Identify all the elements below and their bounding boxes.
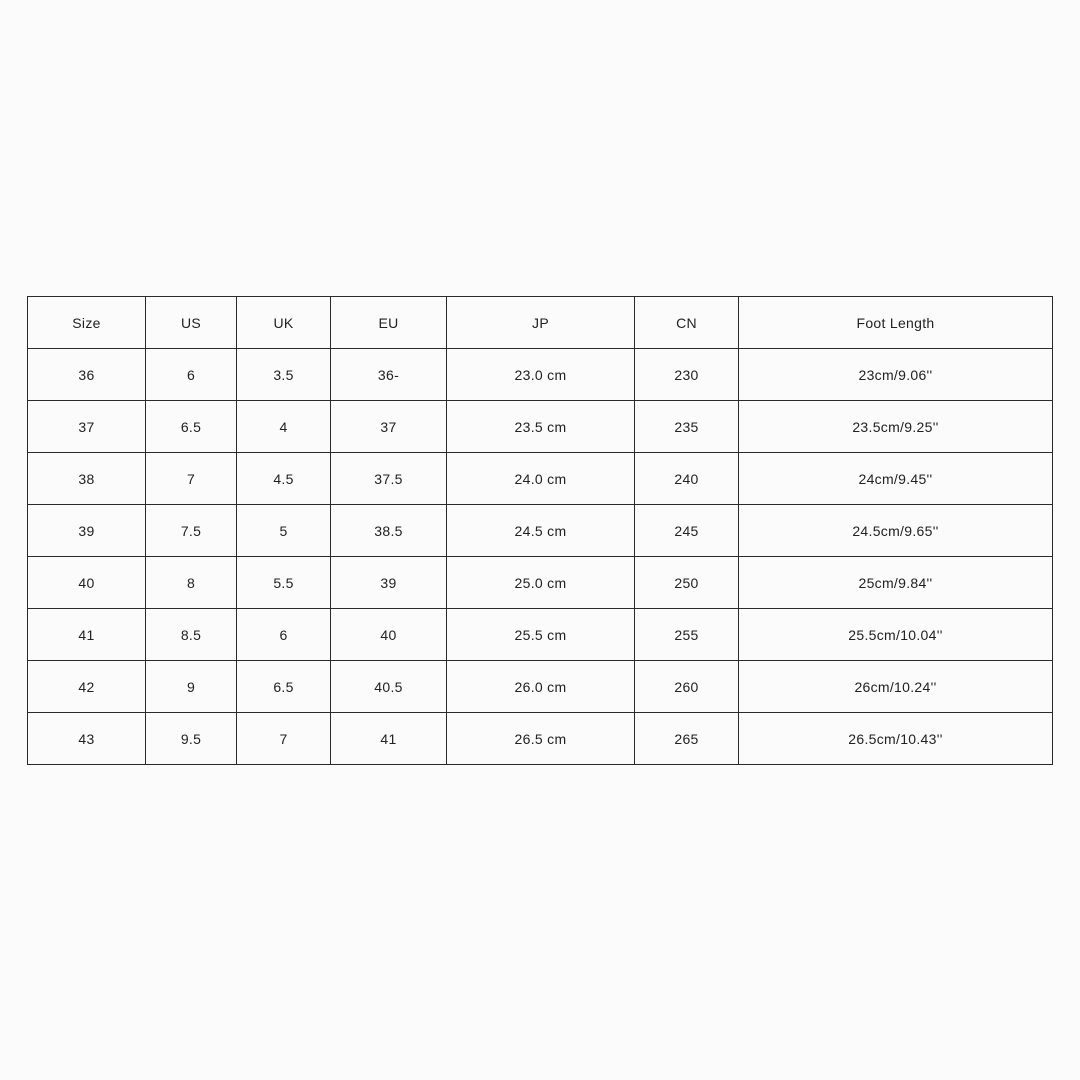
cell-size: 42: [28, 661, 146, 713]
cell-size: 41: [28, 609, 146, 661]
cell-jp: 23.0 cm: [447, 349, 635, 401]
cell-foot-length: 26.5cm/10.43'': [739, 713, 1053, 765]
cell-uk: 5.5: [237, 557, 331, 609]
cell-us: 9: [146, 661, 237, 713]
cell-eu: 39: [331, 557, 447, 609]
table-row: [28, 401, 1053, 453]
cell-size: 36: [28, 349, 146, 401]
cell-jp: 25.0 cm: [447, 557, 635, 609]
cell-cn: 265: [635, 713, 739, 765]
table-row: [28, 453, 1053, 505]
cell-cn: 240: [635, 453, 739, 505]
cell-size: 39: [28, 505, 146, 557]
cell-foot-length: 25.5cm/10.04'': [739, 609, 1053, 661]
header-jp: JP: [447, 297, 635, 349]
cell-us: 8.5: [146, 609, 237, 661]
cell-cn: 245: [635, 505, 739, 557]
table-row: [28, 557, 1053, 609]
header-foot-length: Foot Length: [739, 297, 1053, 349]
cell-size: 38: [28, 453, 146, 505]
cell-uk: 4: [237, 401, 331, 453]
cell-cn: 255: [635, 609, 739, 661]
cell-us: 7: [146, 453, 237, 505]
cell-cn: 230: [635, 349, 739, 401]
cell-foot-length: 25cm/9.84'': [739, 557, 1053, 609]
cell-us: 6.5: [146, 401, 237, 453]
header-size: Size: [28, 297, 146, 349]
cell-cn: 260: [635, 661, 739, 713]
table-header-row: [28, 297, 1053, 349]
cell-us: 9.5: [146, 713, 237, 765]
header-uk: UK: [237, 297, 331, 349]
cell-foot-length: 26cm/10.24'': [739, 661, 1053, 713]
cell-eu: 37.5: [331, 453, 447, 505]
cell-uk: 7: [237, 713, 331, 765]
cell-uk: 3.5: [237, 349, 331, 401]
table-row: [28, 505, 1053, 557]
cell-uk: 4.5: [237, 453, 331, 505]
cell-foot-length: 24.5cm/9.65'': [739, 505, 1053, 557]
cell-size: 40: [28, 557, 146, 609]
cell-foot-length: 23cm/9.06'': [739, 349, 1053, 401]
cell-us: 8: [146, 557, 237, 609]
cell-eu: 37: [331, 401, 447, 453]
table-row: [28, 349, 1053, 401]
cell-eu: 40.5: [331, 661, 447, 713]
cell-foot-length: 23.5cm/9.25'': [739, 401, 1053, 453]
cell-foot-length: 24cm/9.45'': [739, 453, 1053, 505]
cell-cn: 235: [635, 401, 739, 453]
header-us: US: [146, 297, 237, 349]
table-body: [28, 349, 1053, 765]
cell-us: 6: [146, 349, 237, 401]
cell-eu: 38.5: [331, 505, 447, 557]
cell-size: 43: [28, 713, 146, 765]
cell-jp: 26.5 cm: [447, 713, 635, 765]
cell-eu: 40: [331, 609, 447, 661]
cell-jp: 24.5 cm: [447, 505, 635, 557]
header-cn: CN: [635, 297, 739, 349]
cell-cn: 250: [635, 557, 739, 609]
header-eu: EU: [331, 297, 447, 349]
table-row: [28, 609, 1053, 661]
cell-eu: 36-: [331, 349, 447, 401]
cell-uk: 5: [237, 505, 331, 557]
size-chart-table: [27, 296, 1053, 765]
cell-us: 7.5: [146, 505, 237, 557]
cell-jp: 25.5 cm: [447, 609, 635, 661]
cell-jp: 24.0 cm: [447, 453, 635, 505]
cell-eu: 41: [331, 713, 447, 765]
cell-jp: 23.5 cm: [447, 401, 635, 453]
table-row: [28, 713, 1053, 765]
table-row: [28, 661, 1053, 713]
cell-size: 37: [28, 401, 146, 453]
cell-uk: 6.5: [237, 661, 331, 713]
cell-uk: 6: [237, 609, 331, 661]
cell-jp: 26.0 cm: [447, 661, 635, 713]
